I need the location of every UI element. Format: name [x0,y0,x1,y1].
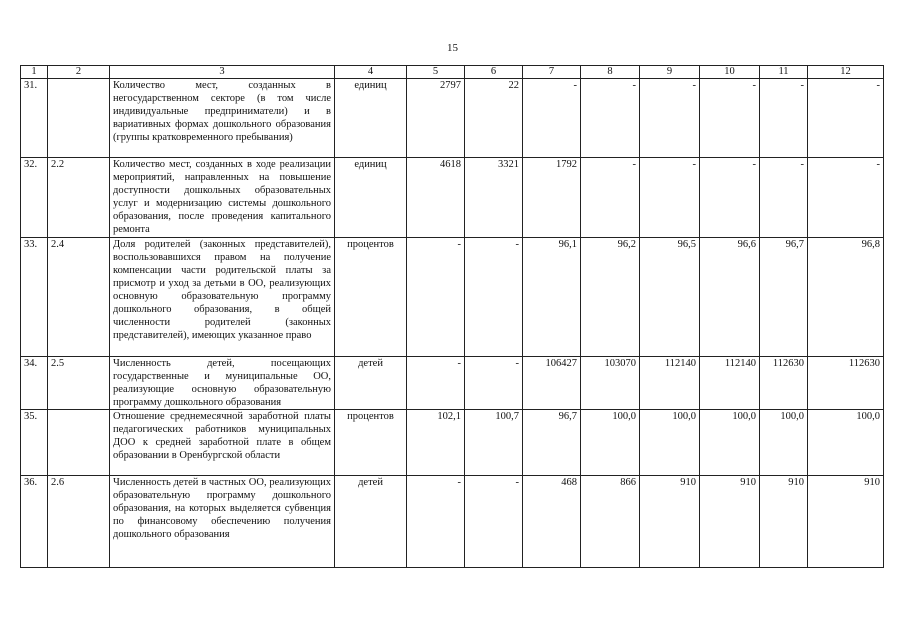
row-unit: единиц [335,79,407,158]
row-description: Количество мест, созданных в ходе реализации мероприятий, направленных на повышение доступности дошкольных образовательных услуг и модернизацию системы дошкольного образования, после проведения капитального ремонта [110,158,335,238]
table-row [21,409,884,475]
value-cell: 112630 [808,356,884,409]
row-unit: процентов [335,409,407,475]
row-code: 2.6 [48,475,110,567]
value-cell: - [808,158,884,238]
row-description: Доля родителей (законных представителей), воспользовавшихся правом на получение компенсации части родительской платы за присмотр и уход за детьми в ОО, реализующих основную образовательную программу дошкольного образования, в общей численности родителей (законных представителей), имеющих указанное право [110,237,335,356]
row-unit: детей [335,475,407,567]
value-cell: 100,7 [465,409,523,475]
row-description: Количество мест, созданных в негосударственном секторе (в том числе индивидуальные предприниматели) и в вариативных формах дошкольного образования (группы кратковременного пребывания) [110,79,335,158]
value-cell: - [465,475,523,567]
row-description: Отношение среднемесячной заработной платы педагогических работников муниципальных ДОО к средней заработной плате в общем образовании в Оренбургской области [110,409,335,475]
value-cell: 468 [523,475,581,567]
value-cell: - [700,158,760,238]
row-unit: процентов [335,237,407,356]
value-cell: - [700,79,760,158]
page-number: 15 [447,42,458,54]
value-cell: 1792 [523,158,581,238]
value-cell: - [760,158,808,238]
row-code: 2.2 [48,158,110,238]
column-header: 10 [700,66,760,79]
table-header-row [21,66,884,79]
value-cell: 910 [760,475,808,567]
value-cell: - [465,237,523,356]
row-unit: единиц [335,158,407,238]
row-unit: детей [335,356,407,409]
column-header: 12 [808,66,884,79]
value-cell: 100,0 [808,409,884,475]
value-cell: 100,0 [700,409,760,475]
value-cell: 4618 [407,158,465,238]
indicators-table [20,65,884,568]
value-cell: - [760,79,808,158]
row-number: 34. [21,356,48,409]
table-row [21,475,884,567]
value-cell: - [465,356,523,409]
column-header: 9 [640,66,700,79]
column-header: 5 [407,66,465,79]
value-cell: 2797 [407,79,465,158]
value-cell: 102,1 [407,409,465,475]
table-row [21,237,884,356]
column-header: 8 [581,66,640,79]
row-code [48,409,110,475]
value-cell: 866 [581,475,640,567]
row-number: 32. [21,158,48,238]
value-cell: 3321 [465,158,523,238]
value-cell: 96,1 [523,237,581,356]
value-cell: - [581,158,640,238]
table-row [21,79,884,158]
value-cell: 96,8 [808,237,884,356]
value-cell: - [523,79,581,158]
value-cell: - [640,158,700,238]
row-number: 35. [21,409,48,475]
row-code: 2.5 [48,356,110,409]
value-cell: 100,0 [640,409,700,475]
value-cell: 96,6 [700,237,760,356]
row-code [48,79,110,158]
column-header: 3 [110,66,335,79]
value-cell: 112630 [760,356,808,409]
value-cell: 100,0 [581,409,640,475]
value-cell: 910 [700,475,760,567]
row-number: 33. [21,237,48,356]
value-cell: - [581,79,640,158]
value-cell: 910 [808,475,884,567]
value-cell: 106427 [523,356,581,409]
value-cell: - [407,475,465,567]
value-cell: - [407,356,465,409]
value-cell: 96,5 [640,237,700,356]
value-cell: 112140 [700,356,760,409]
value-cell: - [808,79,884,158]
value-cell: - [640,79,700,158]
value-cell: 112140 [640,356,700,409]
column-header: 4 [335,66,407,79]
value-cell: 910 [640,475,700,567]
table-row [21,356,884,409]
row-number: 36. [21,475,48,567]
column-header: 1 [21,66,48,79]
value-cell: - [407,237,465,356]
column-header: 2 [48,66,110,79]
value-cell: 96,7 [523,409,581,475]
value-cell: 22 [465,79,523,158]
column-header: 7 [523,66,581,79]
row-description: Численность детей, посещающих государственные и муниципальные ОО, реализующие основную образовательную программу дошкольного образования [110,356,335,409]
value-cell: 103070 [581,356,640,409]
column-header: 11 [760,66,808,79]
value-cell: 96,2 [581,237,640,356]
table-row [21,158,884,238]
column-header: 6 [465,66,523,79]
value-cell: 100,0 [760,409,808,475]
value-cell: 96,7 [760,237,808,356]
row-description: Численность детей в частных ОО, реализующих образовательную программу дошкольного образования, на которых выделяется субвенция по финансовому обеспечению получения дошкольного образования [110,475,335,567]
row-number: 31. [21,79,48,158]
row-code: 2.4 [48,237,110,356]
